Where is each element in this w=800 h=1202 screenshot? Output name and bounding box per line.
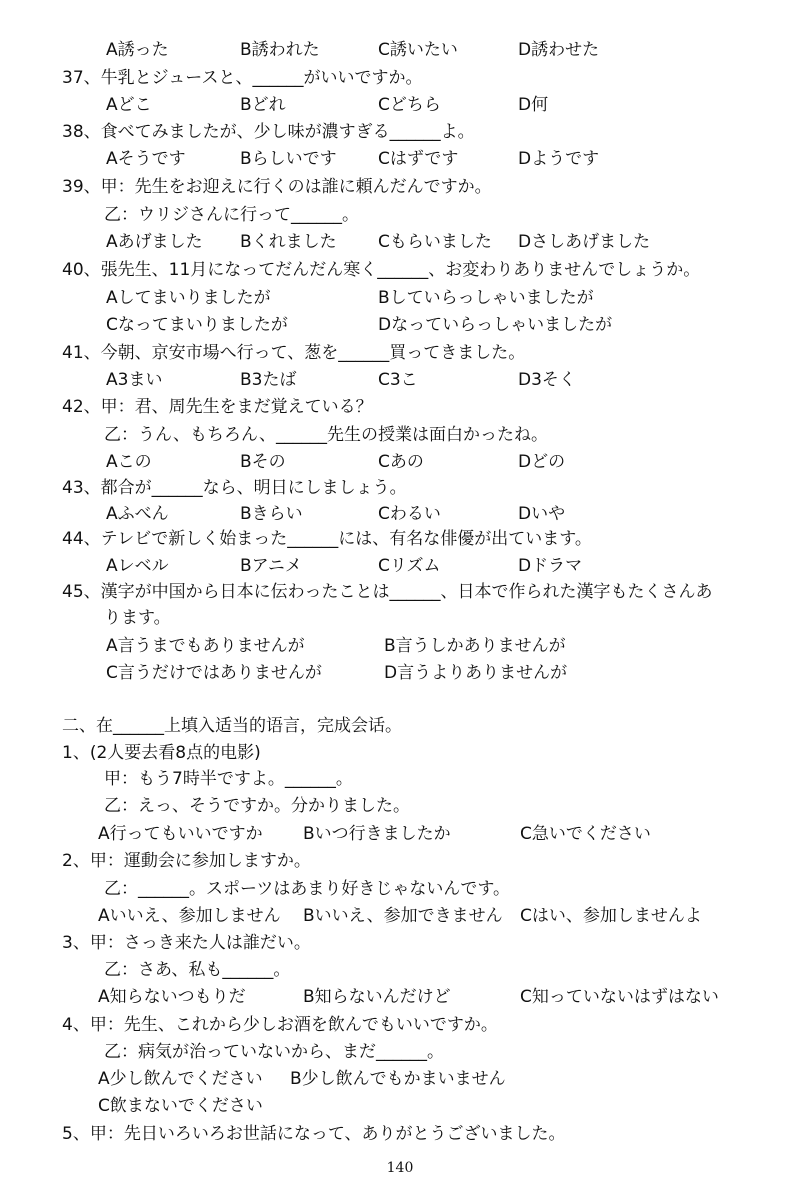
q42-option-c: Cあの: [378, 452, 424, 472]
q36-option-c: C誘いたい: [378, 40, 458, 60]
q42-option-b: Bその: [240, 452, 286, 472]
dialogue2-option-c: Cはい、参加しませんよ: [520, 906, 702, 926]
q44-option-a: Aレベル: [106, 556, 169, 576]
q43-option-b: Bきらい: [240, 504, 303, 524]
q40-option-d: Dなっていらっしゃいましたが: [378, 315, 613, 335]
q39-option-b: Bくれました: [240, 232, 337, 252]
q36-option-d: D誘わせた: [518, 40, 600, 60]
q38-option-b: Bらしいです: [240, 149, 337, 169]
q38-option-a: Aそうです: [106, 149, 186, 169]
dialogue4-option-a: A少し飲んでください: [98, 1069, 263, 1089]
q45-option-a: A言うまでもありませんが: [106, 636, 305, 656]
q39-option-d: Dさしあげました: [518, 232, 651, 252]
q38-option-c: Cはずです: [378, 149, 459, 169]
q36-option-b: B誘われた: [240, 40, 320, 60]
q39-option-c: Cもらいました: [378, 232, 492, 252]
q42-option-d: Dどの: [518, 452, 566, 472]
q45-option-c: C言うだけではありませんが: [106, 663, 322, 683]
dialogue1-option-a: A行ってもいいですか: [98, 824, 263, 844]
dialogue4-option-b: B少し飲んでもかまいません: [290, 1069, 506, 1089]
q45-option-b: B言うしかありませんが: [384, 636, 566, 656]
q43-option-d: Dいや: [518, 504, 566, 524]
page-number: 140: [386, 1160, 414, 1176]
dialogue3-option-b: B知らないんだけど: [303, 987, 451, 1007]
q37-option-a: Aどこ: [106, 95, 152, 115]
q37-option-d: D何: [518, 95, 549, 115]
dialogue2-option-b: Bいいえ、参加できません: [303, 906, 503, 926]
q39-option-a: Aあげました: [106, 232, 203, 252]
dialogue1-option-b: Bいつ行きましたか: [303, 824, 451, 844]
q41-option-a: A3まい: [106, 370, 163, 390]
q37-option-b: Bどれ: [240, 95, 286, 115]
dialogue3-option-c: C知っていないはずはない: [520, 987, 719, 1007]
dialogue2-option-a: Aいいえ、参加しません: [98, 906, 281, 926]
q44-option-b: Bアニメ: [240, 556, 302, 576]
q42-option-a: Aこの: [106, 452, 152, 472]
q44-option-c: Cリズム: [378, 556, 441, 576]
dialogue4-option-c: C飲まないでください: [98, 1096, 263, 1116]
q38-option-d: Dようです: [518, 149, 600, 169]
q40-option-a: Aしてまいりましたが: [106, 288, 271, 308]
q45-option-d: D言うよりありませんが: [384, 663, 568, 683]
q36-option-a: A誘った: [106, 40, 169, 60]
q40-option-b: Bしていらっしゃいましたが: [378, 288, 594, 308]
q43-option-a: Aふべん: [106, 504, 169, 524]
dialogue1-option-c: C急いでください: [520, 824, 651, 844]
q41-option-b: B3たば: [240, 370, 297, 390]
q43-option-c: Cわるい: [378, 504, 441, 524]
q41-option-d: D3そく: [518, 370, 576, 390]
q37-option-c: Cどちら: [378, 95, 441, 115]
q41-option-c: C3こ: [378, 370, 418, 390]
q44-option-d: Dドラマ: [518, 556, 583, 576]
q40-option-c: Cなってまいりましたが: [106, 315, 288, 335]
dialogue3-option-a: A知らないつもりだ: [98, 987, 246, 1007]
